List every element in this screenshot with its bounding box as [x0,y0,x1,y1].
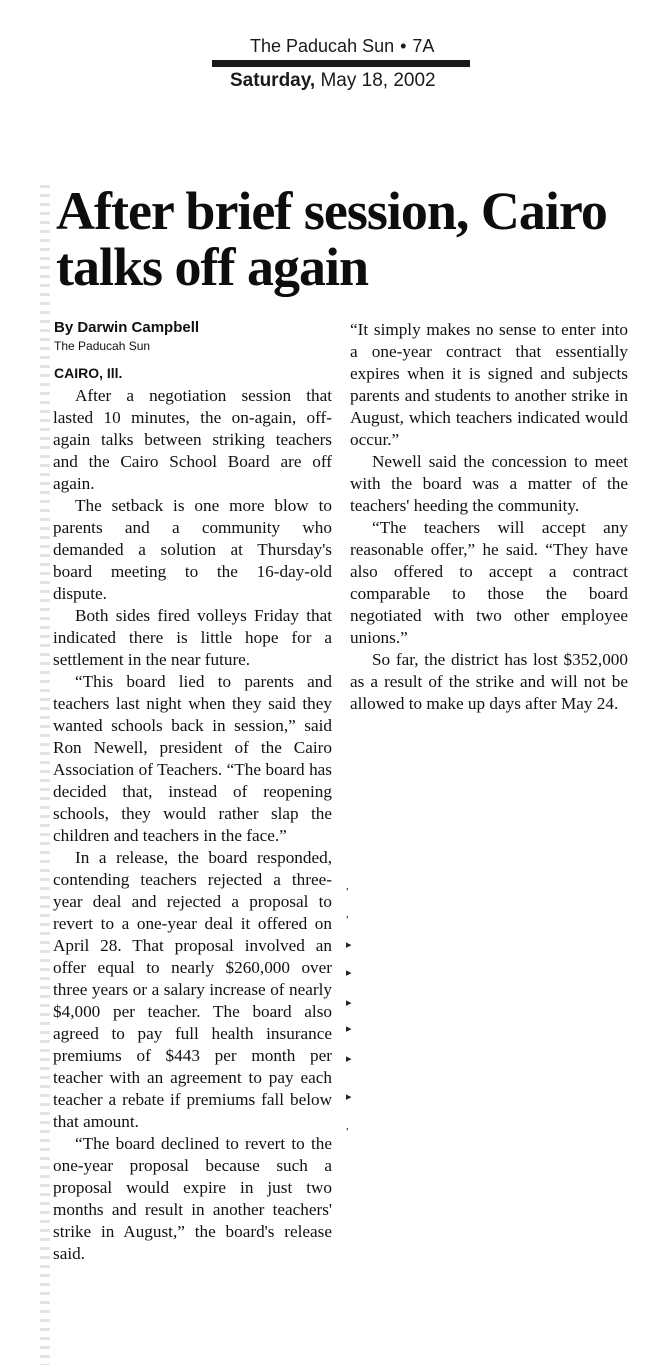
issue-date [230,70,490,92]
page-folio [250,36,480,57]
paragraph: Newell said the concession to meet with the board was a matter of the teachers' heeding the community. [350,452,628,515]
headline: After brief session, Cairo talks off again [56,181,607,297]
column-right [350,319,628,715]
paragraph: “The teachers will accept any reasonable offer,” he said. “They have also offered to accept a contract comparable to those the board negotiated with two other employee unions.” [350,518,628,647]
header-rule [212,60,470,67]
margin-marks: , , ▸ ▸ ▸ ▸ ▸ ▸ , [346,880,352,1132]
page-number: 7A [412,36,435,56]
paragraph: So far, the district has lost $352,000 as a result of the strike and will not be allowed to make up days after May 24. [350,650,628,713]
paragraph: “The board declined to revert to the one-year proposal because such a proposal would expire in just two months and result in another teachers' strike in August,” the board's release said. [53,1134,332,1263]
paragraph: After a negotiation session that lasted 10 minutes, the on-again, off-again talks between striking teachers and the Cairo School Board are off again. [53,386,332,493]
paragraph: In a release, the board responded, contending teachers rejected a three-year deal and rejected a proposal to revert to a one-year deal it offered on April 28. That proposal involved an offer equal to nearly $260,000 over three years or a salary increase of nearly $4,000 per teacher. The board also agreed to pay full health insurance premiums of $443 per month per teacher with an agreement to pay each teacher a rebate if premiums fall below that amount. [53,848,332,1131]
byline-source: The Paducah Sun [54,339,151,353]
publication-name: The Paducah Sun [250,36,395,56]
paragraph: Both sides fired volleys Friday that indicated there is little hope for a settlement in the near future. [53,606,332,669]
byline: By Darwin Campbell [54,319,200,336]
paragraph: The setback is one more blow to parents and a community who demanded a solution at Thursday's board meeting to the 16-day-old dispute. [53,496,332,603]
issue-date-text: May 18, 2002 [320,70,436,91]
torn-edge [40,185,50,1365]
issue-day: Saturday, [230,70,316,91]
paragraph: “This board lied to parents and teachers last night when they said they wanted schools back in session,” said Ron Newell, president of the Cairo Association of Teachers. “The board has decided that, instead of reopening schools, they would rather slap the children and teachers in the face.” [53,672,332,845]
column-left [53,385,332,1265]
dateline: CAIRO, Ill. [54,365,123,381]
bullet-icon: • [400,36,407,56]
paragraph: “It simply makes no sense to enter into a one-year contract that essentially expires when it is signed and subjects parents and students to another strike in August, which teachers indicated would occur.” [350,320,628,449]
